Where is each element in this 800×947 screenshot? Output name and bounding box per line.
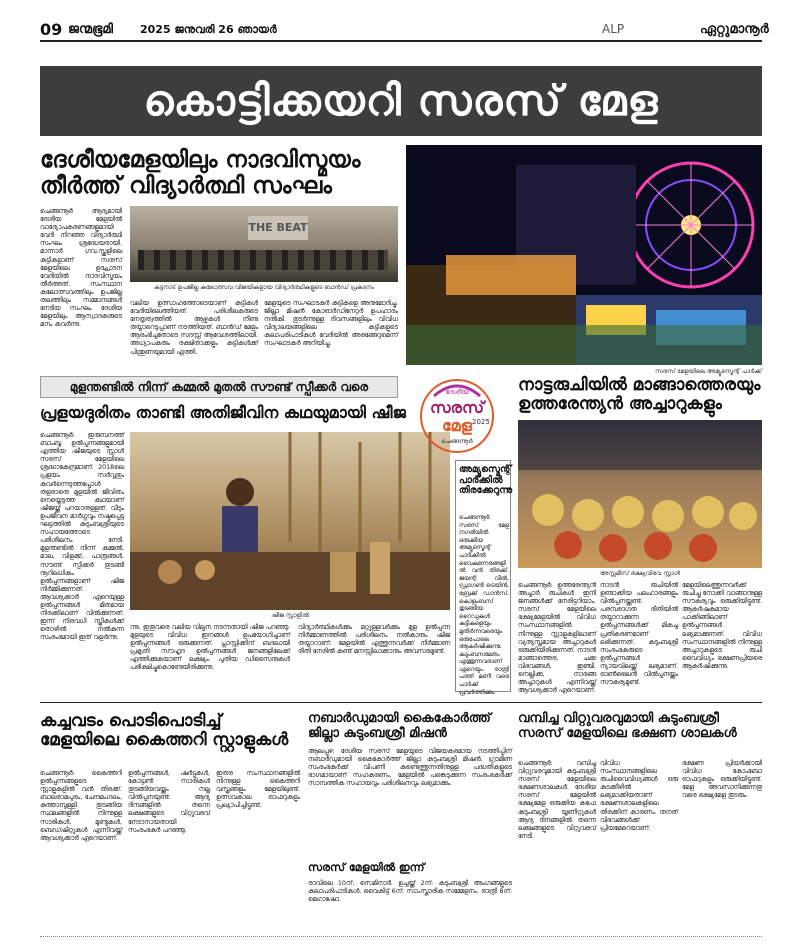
bamboo-products-photo: [130, 432, 450, 610]
story3-column: ഇതര സംസ്ഥാനങ്ങളിൽ നിന്നുള്ള കൈത്തറി വസ്ത്രങ്ങളും മേളയിലുണ്ട്. ഉത്സവകാല ഓഫറുകളും പ്രഖ്യാപിച്ചിട്ടുണ്ട്.: [216, 770, 300, 810]
story4-sub-headline: സരസ് മേളയിൽ ഇന്ന്: [308, 861, 425, 874]
story1-column: ചെങ്ങന്നൂർ ആദ്യമായി ദേശീയ മേളയിൽ വാദ്യോപകരണങ്ങളുമായി വേദി നിറഞ്ഞ വിദ്യാർത്ഥി സംഘം ശ്രദ്ധേയരായി. മാന്നാർ ഗവ.സ്കൂളിലെ കുട്ടികളാണ് സരസ് മേളയിലെ ഉദ്ഘാടന വേദിയിൽ നാദവിസ്മയം തീർത്തത്. സംസ്ഥാന കലോത്സവത്തിലും ഉപജില്ല തലത്തിലും സമ്മാനങ്ങൾ നേടിയ സംഘം ദേശീയ മേളയിലും ആസ്വാദകരുടെ മനം കവർന്നു.: [40, 208, 122, 329]
story5-column: വിവിധ സംസ്ഥാനങ്ങളിലെ രുചിവൈവിധ്യങ്ങൾ ഒരു കുടക്കീഴിൽ ലഭ്യമാക്കിയതാണ് ഭക്ഷണശാലകളിലെ തിരക്കിന് കാരണം. തനത് വിഭവങ്ങൾക്ക് പ്രിയമേറെയാണ്.: [600, 760, 678, 832]
food-photo-caption: അസ്സമീസ് ഭക്ഷ്യവിഭവ സ്റ്റാൾ: [600, 570, 680, 577]
band-photo-caption: കുട്ടനാട് ഉപജില്ല കലോത്സവ വിജയികളായ വിദ്യാർത്ഥികളുടെ ബാൻഡ് പ്രകടനം: [153, 284, 375, 291]
story3-headline: കച്ചവടം പൊടിപൊടിച്ച് മേളയിലെ കൈത്തറി സ്റ്റാളുകൾ: [40, 711, 289, 751]
food-column: മേളയിലെത്തുന്നവർക്ക് രുചിച്ചു നോക്കി വാങ്ങാനുള്ള സൗകര്യവും ഒരുക്കിയിട്ടുണ്ട്. ആകർഷകമായ പാക്കിങ്ങിലാണ് ഉൽപ്പന്നങ്ങൾ ലഭ്യമാക്കുന്നത്. വിവിധ സംസ്ഥാനങ്ങളിൽ നിന്നുള്ള അച്ചാറുകളുടെ രുചി വൈവിധ്യം ഭക്ഷണപ്രിയരെ ആകർഷിക്കുന്നു.: [682, 582, 762, 670]
story2-column: ചെങ്ങന്നൂർ: ഇരുമ്പനത്ത് ബാംബൂ ഉൽപ്പന്നങ്ങളുമായി എത്തിയ ഷീജയുടെ സ്റ്റാൾ സരസ് മേളയിലെ ശ്രദ്ധാകേന്ദ്രമാണ്. 2018ലെ പ്രളയം സർവ്വതും കവർന്നെടുത്തപ്പോൾ തളരാതെ മുളയിൽ ജീവിതം നെയ്തെടുത്ത കഥയാണ് ഷീജയ്ക്ക് പറയാനുള്ളത്. വീടും ഉപജീവന മാർഗ്ഗവും നഷ്ടപ്പെട്ട ഘട്ടത്തിൽ കുടുംബശ്രീയുടെ സഹായത്തോടെ പരിശീലനം നേടി. മുളന്തണ്ടിൽ നിന്ന് കമ്മൽ, മാല, വിളക്ക്, പാത്രങ്ങൾ, സൗണ്ട് സ്പീക്കർ തുടങ്ങി നൂറിലധികം ഉൽപ്പന്നങ്ങളാണ് ഷീജ നിർമ്മിക്കുന്നത്. ആവശ്യക്കാർ ഏറെയുള്ള ഉൽപ്പന്നങ്ങൾ മിതമായ നിരക്കിലാണ് വിൽക്കുന്നത്. ഇന്ന് നിരവധി സ്ത്രീകൾക്ക് തൊഴിൽ നൽകുന്ന സംരംഭമായി ഇത് വളർന്നു.: [40, 432, 124, 642]
story5-column: ചെങ്ങന്നൂർ: വമ്പിച്ച വിറ്റുവരവുമായി കുടുംബശ്രീ സരസ് മേളയിലെ ഭക്ഷണശാലകൾ. ദേശീയ സരസ് മേളയിൽ ഭക്ഷ്യമേള ഒരുക്കിയ കഫേ കുടുംബശ്രീ യൂണിറ്റുകൾ ആദ്യ ദിനങ്ങളിൽ തന്നെ ലക്ഷങ്ങളുടെ വിറ്റുവരവ് നേടി.: [518, 760, 596, 840]
story2-column: വിദ്യാർത്ഥികൾക്കും മറ്റുള്ളവർക്കും മുള ഉൽപ്പന്ന നിർമ്മാണത്തിൽ പരിശീലനം നൽകാനും ഷീജ തയ്യാറാണ്. മേളയിൽ എത്തുന്നവർക്ക് നിർമ്മാണ രീതി നേരിൽ കണ്ട് മനസ്സിലാക്കാനും അവസരമുണ്ട്.: [298, 624, 450, 656]
saras-mela-logo: ദേശീയ സരസ് മേള 2025 ചെങ്ങന്നൂർ: [406, 374, 508, 456]
amusement-headline: അമ്യൂസ്മെന്റ് പാർക്കിൽ തിരക്കേറുന്നു: [459, 464, 513, 497]
band-photo: THE BEAT: [130, 206, 398, 282]
story4-text: ആലപ്പുഴ: ദേശീയ സരസ് മേളയുടെ വിജയകരമായ നടത്തിപ്പിന് നബാർഡുമായി കൈകോർത്ത് ജില്ലാ കുടുംബശ്രീ മിഷൻ. ഗ്രാമീണ സംരംഭകർക്ക് വിപണി കണ്ടെത്തുന്നതിനുള്ള പദ്ധതികളുടെ ഭാഗമായാണ് സഹകരണം. മേളയിൽ പങ്കെടുക്കുന്ന സംരംഭകർക്ക് സാമ്പത്തിക സഹായവും പരിശീലനവും ലഭ്യമാക്കും.: [308, 748, 512, 788]
food-stall-photo: [518, 420, 762, 568]
story3-column: ഉൽപ്പന്നങ്ങൾ, ഷർട്ടുകൾ, കോട്ടൺ സാരികൾ തുടങ്ങിയവയ്ക്കും നല്ല വിൽപ്പനയുണ്ട്. ആദ്യ ദിനങ്ങളിൽ തന്നെ ലക്ഷങ്ങളുടെ വിറ്റുവരവ് നേടാനായതായി സംരംഭകർ പറഞ്ഞു.: [128, 770, 210, 834]
food-column: നാടൻ രുചിയിൽ ഉണ്ടാക്കിയ പലഹാരങ്ങളും വിൽപ്പനയ്ക്കുണ്ട്. പരമ്പരാഗത രീതിയിൽ തയ്യാറാക്കുന്ന ഉൽപ്പന്നങ്ങൾക്ക് മികച്ച പ്രതികരണമാണ് ലഭിക്കുന്നത്. കുടുംബശ്രീ സംരംഭകരുടെ ഉൽപ്പന്നങ്ങൾ ന്യായവിലയ്ക്ക് ലഭ്യമാണ്. ഓൺലൈൻ വിൽപ്പനയ്ക്കും സൗകര്യമുണ്ട്.: [600, 582, 678, 687]
amusement-photo-caption: സരസ് മേളയിലെ അമ്യൂസ്മെന്റ് പാർക്ക്: [655, 368, 762, 375]
section-divider: [40, 702, 762, 703]
paper-name: ജന്മഭൂമി: [68, 22, 113, 37]
issue-date: 2025 ജനുവരി 26 ഞായർ: [140, 23, 277, 36]
page-banner: കൊട്ടിക്കയറി സരസ് മേള: [40, 66, 762, 136]
food-column: ചെങ്ങന്നൂർ: ഉത്തരേന്ത്യൻ അച്ചാർ രുചികൾ ഇനി ജനങ്ങൾക്ക് നേരിട്ടറിയാം. സരസ് മേളയിലെ ഭക്ഷ്യമേളയിൽ വിവിധ സംസ്ഥാനങ്ങളിൽ നിന്നുള്ള സ്റ്റാളുകളിലാണ് വ്യത്യസ്തമായ അച്ചാറുകൾ ഒരുക്കിയിരിക്കുന്നത്. നാടൻ മാങ്ങാത്തെര, ചക്ക വിഭവങ്ങൾ, ഇഞ്ചി, നെല്ലിക്ക, നാരങ്ങ അച്ചാറുകൾ എന്നിവയ്ക്ക് ആവശ്യക്കാർ ഏറെയാണ്.: [518, 582, 596, 695]
amusement-sidebar: [455, 460, 513, 696]
header-rule: [40, 40, 762, 42]
story1-column: വലിയ ഉത്സാഹത്തോടെയാണ് കുട്ടികൾ വേദിയിലെത്തിയത്. പരിശീലകരുടെ നേതൃത്വത്തിൽ ആഴ്ചകൾ നീണ്ട തയ്യാറെടുപ്പാണ് നടത്തിയത്. ബാൻഡ് മേളം ആരംഭിച്ചതോടെ സദസ്സ് ആവേശത്തിലായി. അധ്യാപകരും രക്ഷിതാക്കളും കുട്ടികൾക്ക് പിന്തുണയുമായി എത്തി.: [130, 300, 258, 356]
amusement-park-photo: [406, 145, 762, 365]
story5-column: ഭക്ഷണ പ്രിയർക്കായി വിവിധ കോംബോ ഓഫറുകളും ഒരുക്കിയിട്ടുണ്ട്. മേള അവസാനിക്കുന്നതു വരെ ഭക്ഷ്യമേള തുടരും.: [682, 760, 762, 800]
bamboo-photo-caption: ഷീജ സ്റ്റാളിൽ: [271, 612, 309, 619]
page-number: 09: [40, 20, 63, 39]
story4-sub-text: രാവിലെ 10ന്: സെമിനാർ. ഉച്ചയ്ക്ക് 2ന്: കുടുംബശ്രീ അംഗങ്ങളുടെ കലാപരിപാടികൾ. വൈകിട്ട് 6ന്: സാംസ്കാരിക സമ്മേളനം. രാത്രി 8ന്: മെഗാഷോ.: [308, 880, 512, 904]
story2-headline: പ്രളയദുരിതം താണ്ടി അതിജീവിന കഥയുമായി ഷീജ: [40, 403, 406, 422]
story1-column: മേളയുടെ സംഘാടകർ കുട്ടികളെ അനുമോദിച്ചു. ജില്ലാ മിഷൻ കോഓർഡിനേറ്റർ ഉപഹാരം നൽകി. തുടർന്നുള്ള ദിവസങ്ങളിലും വിവിധ വിദ്യാലയങ്ങളിലെ കുട്ടികളുടെ കലാപരിപാടികൾ വേദിയിൽ അരങ്ങേറുമെന്ന് സംഘാടകർ അറിയിച്ചു.: [264, 300, 398, 348]
story4-headline: നബാർഡുമായി കൈകോർത്ത് ജില്ലാ കുടുംബശ്രീ മിഷൻ: [308, 711, 491, 741]
story1-headline: ദേശീയമേളയിലും നാദവിസ്മയം തീർത്ത് വിദ്യാർത്ഥി സംഘം: [40, 147, 361, 199]
edition-code: ALP: [602, 22, 625, 36]
footer-rule: [40, 936, 762, 937]
story5-headline: വമ്പിച്ച വിറ്റുവരവുമായി കുടുംബശ്രീ സരസ് മേളയിലെ ഭക്ഷണ ശാലകൾ: [518, 711, 737, 741]
food-headline: നാട്ടരുചിയിൽ മാങ്ങാത്തെരയും ഉത്തരേന്ത്യൻ അച്ചാറുകളും: [518, 375, 761, 415]
section-name: ഏറ്റുമാനൂർ: [700, 22, 769, 37]
story2-column: ന്നു. ഇതുവരെ വലിയ വില്പന നടന്നതായി ഷീജ പറഞ്ഞു. മുളയുടെ വിവിധ ഇനങ്ങൾ ഉപയോഗിച്ചാണ് ഉൽപ്പന്നങ്ങൾ ഒരുക്കുന്നത്. പ്ലാസ്റ്റിക്കിന് ബദലായി പ്രകൃതി സൗഹൃദ ഉൽപ്പന്നങ്ങൾ ജനങ്ങളിലേക്ക് എത്തിക്കുകയാണ് ലക്ഷ്യം. പുതിയ ഡിസൈനുകൾ പരീക്ഷിച്ചുകൊണ്ടേയിരിക്കുന്നു.: [130, 624, 290, 672]
story2-kicker: മുളന്തണ്ടിൽ നിന്ന് കമ്മൽ മുതൽ സൗണ്ട് സ്പീക്കർ വരെ: [40, 376, 398, 398]
story3-column: ചെങ്ങന്നൂർ: കൈത്തറി ഉൽപ്പന്നങ്ങളുടെ സ്റ്റാളുകളിൽ വൻ തിരക്ക്. ബാലരാമപുരം, ചേന്ദമംഗലം, കുത്താമ്പുള്ളി തുടങ്ങിയ സ്ഥലങ്ങളിൽ നിന്നുള്ള സാരികൾ, മുണ്ടുകൾ, ബെഡ്ഷീറ്റുകൾ എന്നിവയ്ക്ക് ആവശ്യക്കാർ ഏറെയാണ്.: [40, 770, 122, 842]
amusement-text: ചെങ്ങന്നൂർ: സരസ് മേള നഗരിയിൽ ഒരുക്കിയ അമ്യൂസ്മെന്റ് പാർക്കിൽ വൈകുന്നേരങ്ങളിൽ വൻ തിരക്ക്. ജയന്റ് വീൽ, ഡ്രാഗൺ ട്രെയിൻ, ബ്രേക്ക് ഡാൻസ്, കൊളംബസ് തുടങ്ങിയ റൈഡുകൾ കുട്ടികളെയും മുതിർന്നവരെയും ഒരുപോലെ ആകർഷിക്കുന്നു. കുടുംബസമേതം എത്തുന്നവരാണ് ഏറെയും. രാത്രി പത്ത് മണി വരെ പാർക്ക് പ്രവർത്തിക്കും.: [459, 515, 509, 696]
